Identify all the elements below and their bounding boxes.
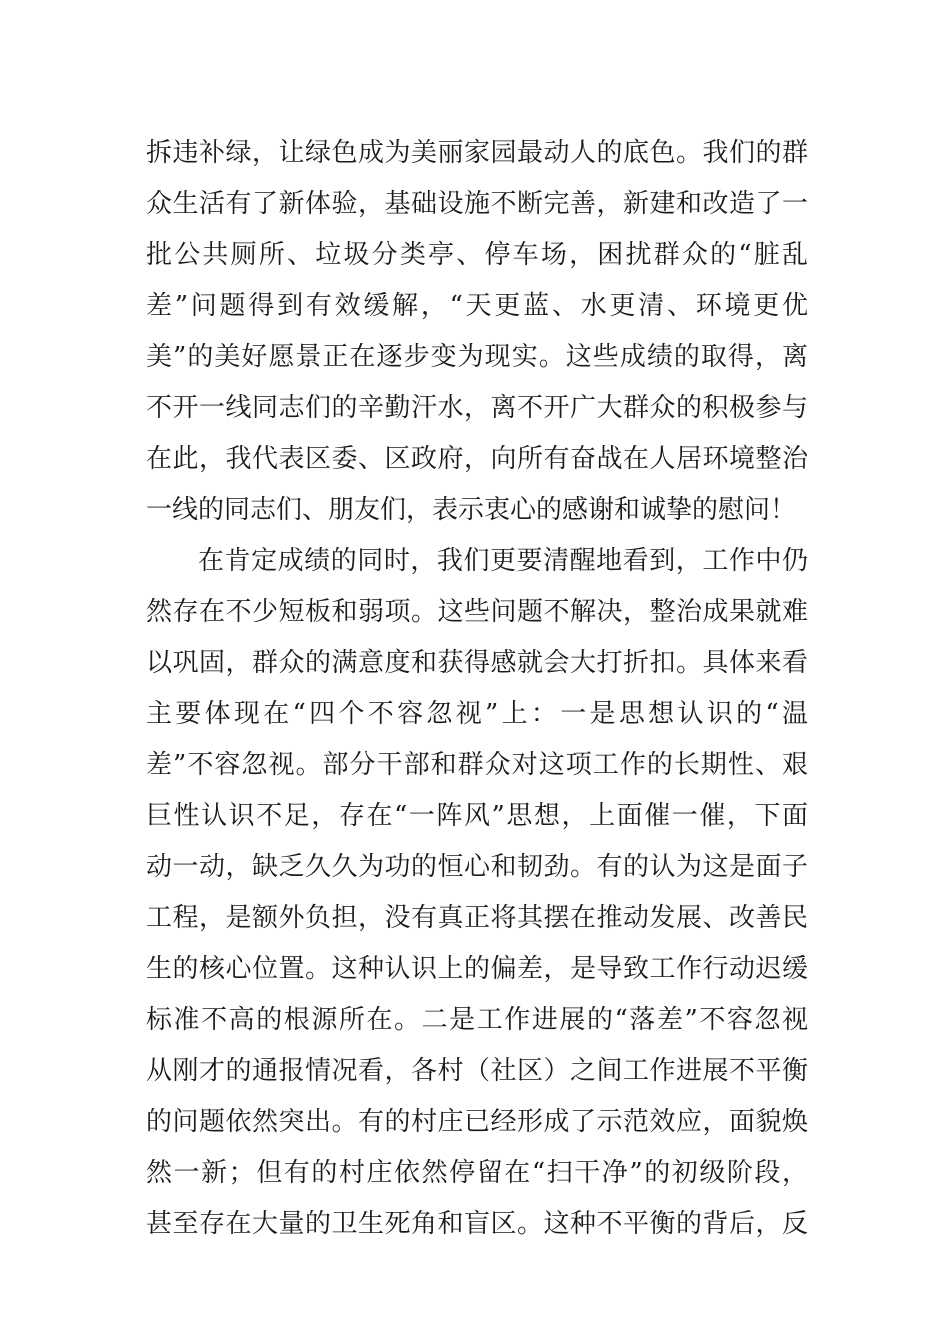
text-line: 在此，我代表区委、区政府，向所有奋战在人居环境整治 (146, 444, 808, 474)
text-line: 巨性认识不足，存在“一阵风”思想，上面催一催，下面 (146, 801, 808, 831)
paragraph-1 (146, 128, 808, 536)
text-line: 然存在不少短板和弱项。这些问题不解决，整治成果就难 (146, 597, 808, 627)
text-line: 从刚才的通报情况看，各村（社区）之间工作进展不平衡 (146, 1056, 808, 1086)
text-line: 标准不高的根源所在。二是工作进展的“落差”不容忽视 (146, 1005, 808, 1035)
text-line: 差”不容忽视。部分干部和群众对这项工作的长期性、艰 (146, 750, 808, 780)
text-line: 一线的同志们、朋友们，表示衷心的感谢和诚挚的慰问！ (146, 495, 797, 525)
text-line: 工程，是额外负担，没有真正将其摆在推动发展、改善民 (146, 903, 808, 933)
text-line: 主要体现在“四个不容忽视”上：一是思想认识的“温 (146, 699, 808, 729)
text-line: 然一新；但有的村庄依然停留在“扫干净”的初级阶段， (146, 1158, 808, 1188)
text-line: 生的核心位置。这种认识上的偏差，是导致工作行动迟缓 (146, 954, 808, 984)
text-line: 动一动，缺乏久久为功的恒心和韧劲。有的认为这是面子 (146, 852, 808, 882)
text-line: 众生活有了新体验，基础设施不断完善，新建和改造了一 (146, 189, 808, 219)
text-line: 拆违补绿，让绿色成为美丽家园最动人的底色。我们的群 (146, 138, 808, 168)
text-line: 美”的美好愿景正在逐步变为现实。这些成绩的取得，离 (146, 342, 808, 372)
text-line: 批公共厕所、垃圾分类亭、停车场，困扰群众的“脏乱 (146, 240, 808, 270)
document-body (146, 128, 808, 1250)
text-line: 以巩固，群众的满意度和获得感就会大打折扣。具体来看 (146, 648, 808, 678)
paragraph-2 (146, 536, 808, 1250)
text-line: 的问题依然突出。有的村庄已经形成了示范效应，面貌焕 (146, 1107, 808, 1137)
text-line: 在肯定成绩的同时，我们更要清醒地看到，工作中仍 (198, 546, 808, 576)
text-line: 不开一线同志们的辛勤汗水，离不开广大群众的积极参与 (146, 393, 808, 423)
text-line: 甚至存在大量的卫生死角和盲区。这种不平衡的背后，反 (146, 1209, 808, 1239)
text-line: 差”问题得到有效缓解，“天更蓝、水更清、环境更优 (146, 291, 808, 321)
